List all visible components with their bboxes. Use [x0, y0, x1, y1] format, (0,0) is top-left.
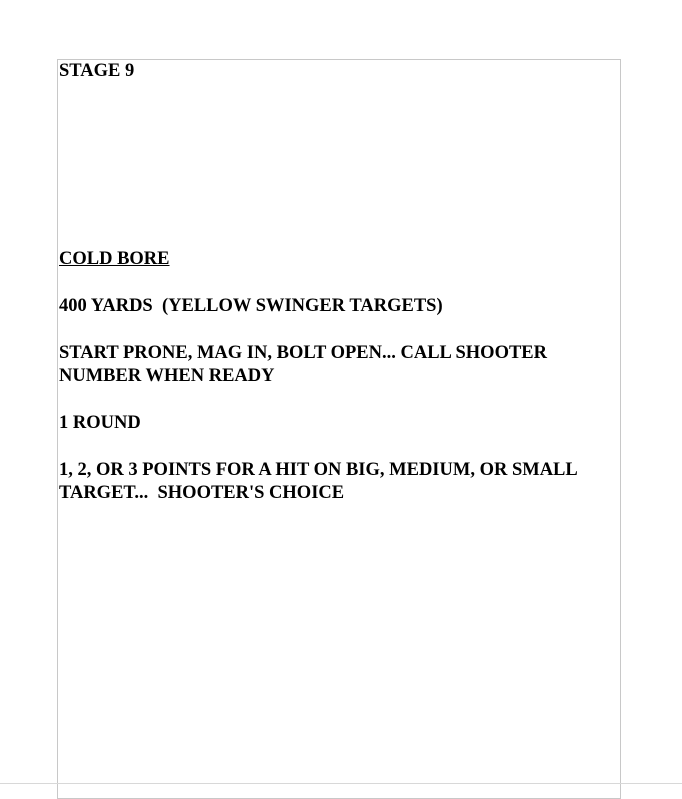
- cold-bore-heading: COLD BORE: [59, 249, 170, 269]
- stage-title: STAGE 9: [59, 61, 135, 81]
- start-instructions: START PRONE, MAG IN, BOLT OPEN... CALL SHOOTER NUMBER WHEN READY: [59, 343, 552, 386]
- document-page: [57, 59, 621, 799]
- round-count: 1 ROUND: [59, 413, 141, 433]
- scoring-rules: 1, 2, OR 3 POINTS FOR A HIT ON BIG, MEDIUM, OR SMALL TARGET... SHOOTER'S CHOICE: [59, 460, 582, 503]
- distance-line: 400 YARDS (YELLOW SWINGER TARGETS): [59, 296, 443, 316]
- page-bottom-divider: [0, 783, 682, 784]
